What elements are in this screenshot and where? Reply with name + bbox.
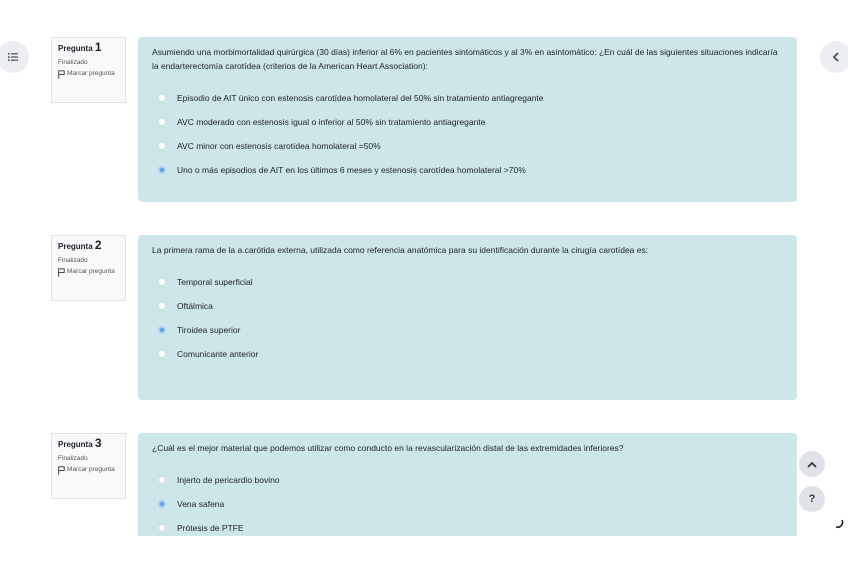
- answer-option[interactable]: [152, 468, 783, 492]
- answer-option[interactable]: [152, 342, 783, 366]
- question-state: Finalizado: [58, 59, 88, 66]
- radio-button[interactable]: [158, 94, 166, 102]
- question-number: [58, 239, 119, 253]
- radio-button[interactable]: [158, 476, 166, 484]
- question-3-info: [51, 433, 126, 499]
- chevron-left-icon: [832, 52, 840, 62]
- answer-option[interactable]: [152, 270, 783, 294]
- radio-button[interactable]: [158, 302, 166, 310]
- question-text: La primera rama de la a.carótida externa, utilizada como referencia anatómica para su identificación durante la cirugía carotídea es:: [152, 245, 649, 255]
- radio-button-selected[interactable]: [158, 326, 166, 334]
- question-number-value: 3: [94, 436, 102, 450]
- answer-options: [152, 270, 783, 366]
- option-label: Vena safena: [177, 499, 225, 509]
- radio-button-selected[interactable]: [158, 166, 166, 174]
- question-text: Asumiendo una morbimortalidad quirúrgica (30 días) inferior al 6% en pacientes sintomáticos y al 3% en asintomático: ¿En cuál de las siguientes situaciones indicaría la endarterectomía carotídea (criterios de la American Heart Association):: [152, 47, 778, 71]
- help-label: ?: [808, 493, 816, 505]
- answer-option[interactable]: [152, 318, 783, 342]
- loading-spinner-icon: [832, 517, 844, 529]
- open-drawer-button[interactable]: [0, 41, 29, 73]
- question-number: [58, 41, 119, 55]
- option-label: Episodio de AIT único con estenosis carotídea homolateral del 50% sin tratamiento antiagregante: [177, 93, 544, 103]
- flag-question-link[interactable]: [58, 70, 119, 79]
- answer-option[interactable]: [152, 516, 783, 536]
- answer-options: [152, 86, 783, 182]
- option-label: Prótesis de PTFE: [177, 523, 244, 533]
- question-text: ¿Cuál es el mejor material que podemos utilizar como conducto en la revascularización distal de las extremidades inferiores?: [152, 443, 624, 453]
- option-label: Comunicante anterior: [177, 349, 259, 359]
- flag-label: Marcar pregunta: [67, 70, 115, 77]
- option-label: Oftálmica: [177, 301, 213, 311]
- flag-icon: [58, 70, 65, 79]
- option-label: Temporal superficial: [177, 277, 253, 287]
- option-label: AVC minor con estenosis carotídea homolateral =50%: [177, 141, 381, 151]
- radio-button[interactable]: [158, 524, 166, 532]
- question-number-value: 1: [94, 40, 102, 54]
- chevron-up-icon: [807, 461, 817, 468]
- radio-button-selected[interactable]: [158, 500, 166, 508]
- answer-option[interactable]: [152, 294, 783, 318]
- question-label: Pregunta: [58, 44, 93, 53]
- question-label: Pregunta: [58, 440, 93, 449]
- question-label: Pregunta: [58, 242, 93, 251]
- question-2-info: [51, 235, 126, 301]
- option-label: Injerto de pericardio bovino: [177, 475, 280, 485]
- list-icon: [8, 53, 18, 61]
- flag-question-link[interactable]: [58, 466, 119, 475]
- answer-option[interactable]: [152, 86, 783, 110]
- question-number: [58, 437, 119, 451]
- option-label: Uno o más episodios de AIT en los últimos 6 meses y estenosis carotídea homolateral >70%: [177, 165, 526, 175]
- question-number-value: 2: [94, 238, 102, 252]
- option-label: AVC moderado con estenosis igual o inferior al 50% sin tratamiento antiagregante: [177, 117, 486, 127]
- radio-button[interactable]: [158, 142, 166, 150]
- question-1-content: [138, 37, 797, 202]
- question-2-content: [138, 235, 797, 400]
- flag-icon: [58, 268, 65, 277]
- answer-option[interactable]: [152, 110, 783, 134]
- help-button[interactable]: [799, 486, 825, 512]
- flag-label: Marcar pregunta: [67, 268, 115, 275]
- question-state: Finalizado: [58, 455, 88, 462]
- answer-options: [152, 468, 783, 536]
- flag-question-link[interactable]: [58, 268, 119, 277]
- question-3-content: [138, 433, 797, 536]
- open-right-drawer-button[interactable]: [820, 41, 848, 73]
- question-1-info: [51, 37, 126, 103]
- flag-icon: [58, 466, 65, 475]
- option-label: Tiroidea superior: [177, 325, 241, 335]
- flag-label: Marcar pregunta: [67, 466, 115, 473]
- answer-option[interactable]: [152, 134, 783, 158]
- answer-option[interactable]: [152, 492, 783, 516]
- radio-button[interactable]: [158, 350, 166, 358]
- radio-button[interactable]: [158, 278, 166, 286]
- back-to-top-button[interactable]: [799, 451, 825, 477]
- question-state: Finalizado: [58, 257, 88, 264]
- radio-button[interactable]: [158, 118, 166, 126]
- answer-option[interactable]: [152, 158, 783, 182]
